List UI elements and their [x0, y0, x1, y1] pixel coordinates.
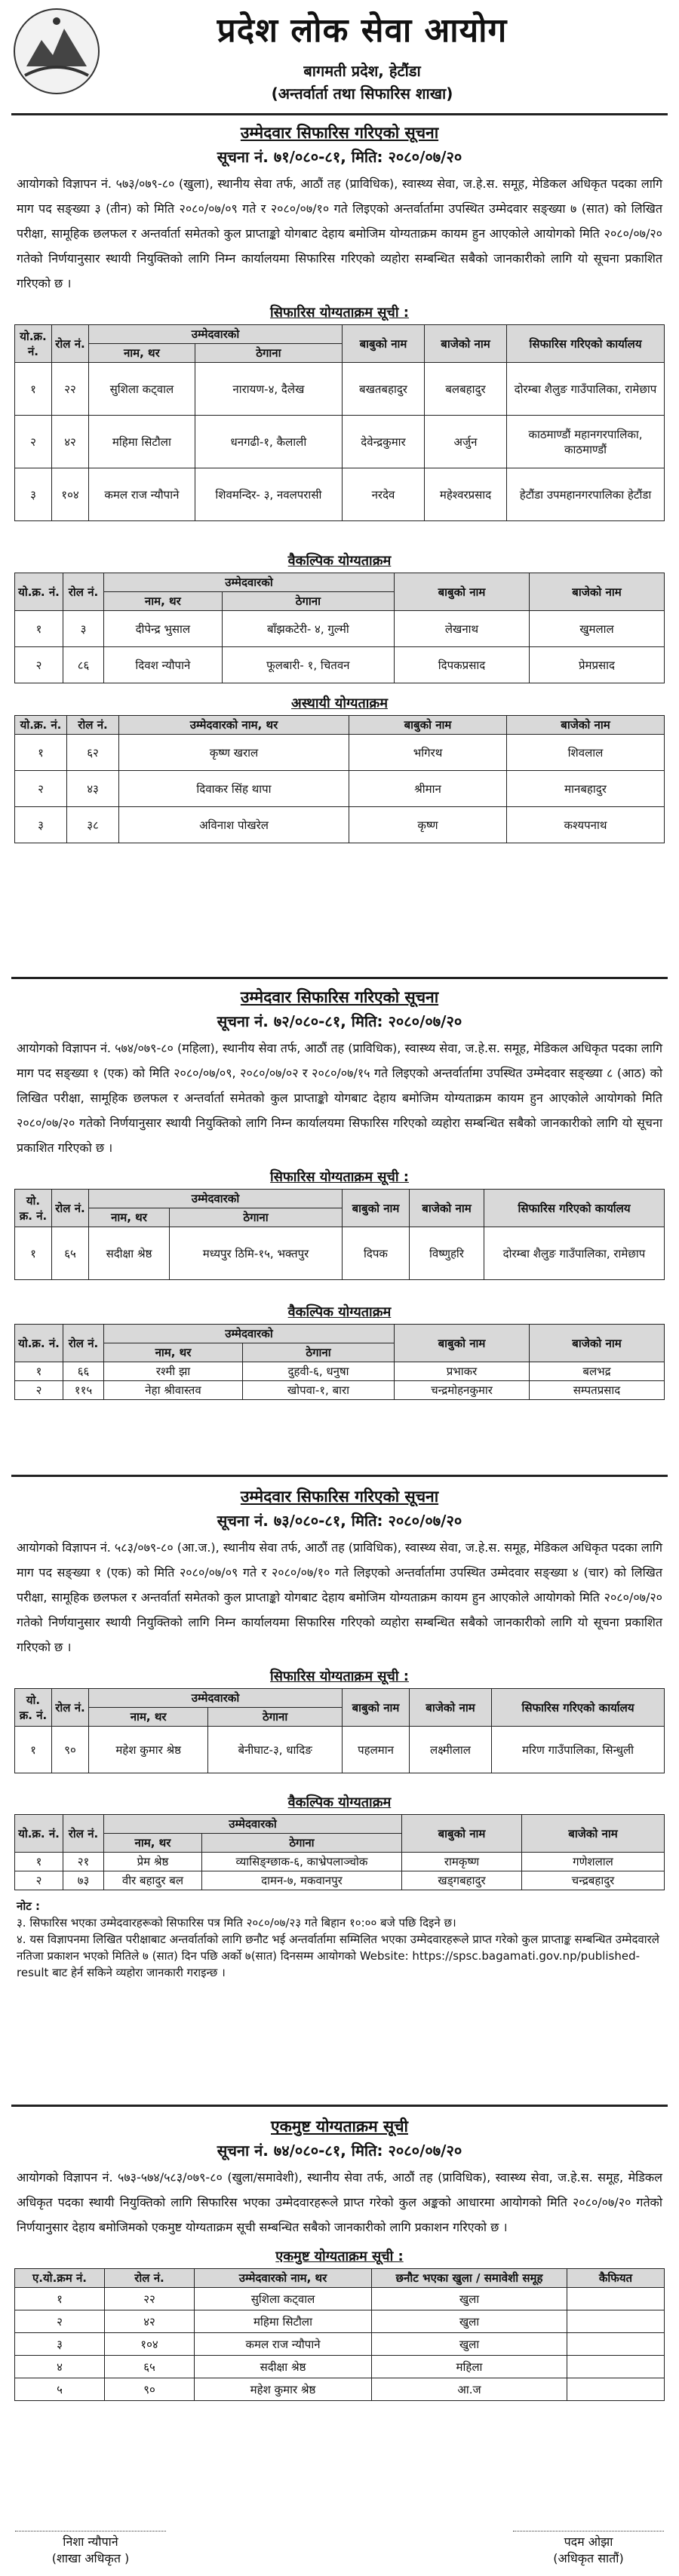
table-row: १ २२ सुशिला कट्वाल नारायण-४, दैलेख बखतबहादुर बलबहादुर दोरम्बा शैलुङ गाउँपालिका, रामेछाप [15, 363, 665, 416]
notice-1 [0, 122, 679, 843]
notice-2-body: आयोगको विज्ञापन नं. ५७४/०७९-८० (महिला), स्थानीय सेवा तर्फ, आठौं तह (प्राविधिक), स्वास्थ्य सेवा, ज.हे.स. समूह, मेडिकल अधिकृत पदका लागि माग पद सङ्ख्या १ (एक) को मिति २०८०/०७/०९, २०८०/०७/०२ र २०८०/०७/१५ गते लिइएको अन्तर्वार्तामा उपस्थित उम्मेदवार सङ्ख्या ८ (आठ) को लिखित परीक्षा, सामूहिक छलफल र अन्तर्वार्ता समेतको कुल प्राप्ताङ्को योगबाट देहाय बमोजिम योग्यताक्रम कायम हुन आएकोले आयोगको मिति २०८०/०७/२० गतेको निर्णयानुसार स्थायी नियुक्तिको लागि निम्न कार्यालयमा सिफारिस गरिएको व्यहोरा सम्बन्धित सबैको जानकारीको लागि यो सूचना प्रकाशित गरिएको छ । [17, 1041, 662, 1155]
signature-right-role: (अधिकृत सातौं) [553, 2551, 624, 2565]
notice-2-title: उम्मेदवार सिफारिस गरिएको सूचना [240, 988, 439, 1006]
table-row: ३ १०४ कमल राज न्यौपाने खुला [15, 2333, 665, 2356]
notice-3-body: आयोगको विज्ञापन नं. ५८३/०७९-८० (आ.ज.), स्थानीय सेवा तर्फ, आठौं तह (प्राविधिक), स्वास्थ्य सेवा, ज.हे.स. समूह, मेडिकल अधिकृत पदका लागि माग पद सङ्ख्या १ (एक) को मिति २०८०/०७/०९ गते र २०८०/०७/१० गते लिइएको अन्तर्वार्तामा उपस्थित उम्मेदवार सङ्ख्या ४ (चार) को लिखित परीक्षा, सामूहिक छलफल र अन्तर्वार्ता समेतको कुल प्राप्ताङ्को योगबाट देहाय बमोजिम योग्यताक्रम कायम हुन आएकोले आयोगको मिति २०८०/०७/२० गतेको निर्णयानुसार स्थायी नियुक्तिको लागि निम्न कार्यालयमा सिफारिस गरिएको व्यहोरा सम्बन्धित सबैको जानकारीको लागि यो सूचना प्रकाशित गरिएको छ । [17, 1540, 662, 1654]
notice-1-body: आयोगको विज्ञापन नं. ५७३/०७९-८० (खुला), स्थानीय सेवा तर्फ, आठौं तह (प्राविधिक), स्वास्थ्य सेवा, ज.हे.स. समूह, मेडिकल अधिकृत पदका लागि माग पद सङ्ख्या ३ (तीन) को मिति २०८०/०७/०९ गते र २०८०/०७/१० गते लिइएको अन्तर्वार्तामा उपस्थित उम्मेदवार सङ्ख्या ७ (सात) को लिखित परीक्षा, सामूहिक छलफल र अन्तर्वार्ता समेतको कुल प्राप्ताङ्को योगबाट देहाय बमोजिम योग्यताक्रम कायम हुन आएकोले आयोगको मिति २०८०/०७/२० गतेको निर्णयानुसार स्थायी नियुक्तिको लागि निम्न कार्यालयमा सिफारिस गरिएको व्यहोरा सम्बन्धित सबैको जानकारीको लागि यो सूचना प्रकाशित गरिएको छ । [17, 177, 662, 290]
notice-4 [0, 2116, 679, 2401]
notice-1-rec-table: यो.क्र. नं. रोल नं. उम्मेदवारको बाबुको नाम बाजेको नाम सिफारिस गरिएको कार्यालय नाम, थर ठेगाना १ २२ सुशिला कट्वाल नारायण-४, दैलेख बखतबहादुर बलबहादुर दोरम्बा शैलुङ गाउँपालिका, रामेछाप २ ४२ महिमा सिटौला धनगढी-१, कैलाली देवेन्द्रकुमार अर्जुन काठमाण्डौं महानगरपालिका, काठमाण्डौं ३ १०४ कमल राज न्यौपाने शिवमन्दिर- ३, नवलपरासी नरदेव महेश्वरप्रसाद हेटौंडा उपमहानगरपालिका हेटौंडा [14, 324, 665, 521]
notice-2-alt-table: यो.क्र. नं. रोल नं. उम्मेदवारको बाबुको नाम बाजेको नाम नाम, थर ठेगाना १ ६६ रश्मी झा दुहवी-६, धनुषा प्रभाकर बलभद्र २ ११५ नेहा श्रीवास्तव खोपवा-१, बारा चन्द्रमोहनकुमार सम्पतप्रसाद [14, 1324, 665, 1400]
divider [11, 2105, 668, 2107]
table-row: १ २१ प्रेम श्रेष्ठ व्यासिङ्ग्छाक-६, काभ्रेपलाञ्चोक रामकृष्ण गणेशलाल [15, 1853, 665, 1871]
notice-1-temp-table: यो.क्र. नं. रोल नं. उम्मेदवारको नाम, थर बाबुको नाम बाजेको नाम १ ६२ कृष्ण खराल भगिरथ शिवलाल २ ४३ दिवाकर सिंह थापा श्रीमान मानबहादुर ३ ३८ अविनाश पोखरेल कृष्ण कश्यपनाथ [14, 715, 665, 843]
signature-right [513, 2531, 664, 2566]
table-row: २ ४२ महिमा सिटौला धनगढी-१, कैलाली देवेन्द्रकुमार अर्जुन काठमाण्डौं महानगरपालिका, काठमाण्डौं [15, 416, 665, 468]
notice-3-title: उम्मेदवार सिफारिस गरिएको सूचना [240, 1488, 439, 1506]
signature-left-role: (शाखा अधिकृत ) [51, 2551, 130, 2565]
notice-1-alt-table: यो.क्र. नं. रोल नं. उम्मेदवारको बाबुको नाम बाजेको नाम नाम, थर ठेगाना १ ३ दीपेन्द्र भुसाल बाँझकटेरी- ४, गुल्मी लेखनाथ खुमलाल २ ८६ दिवश न्यौपाने फूलबारी- १, चितवन दिपकप्रसाद प्रेमप्रसाद [14, 573, 665, 683]
notice-3-number: सूचना नं. ७३/०८०-८१, मिति: २०८०/०७/२० [217, 1512, 462, 1530]
table-row: १ ९० महेश कुमार श्रेष्ठ बेनीघाट-३, धादिङ पहलमान लक्ष्मीलाल मरिण गाउँपालिका, सिन्धुली [15, 1727, 665, 1773]
table-row: ५ ९० महेश कुमार श्रेष्ठ आ.ज [15, 2378, 665, 2401]
table-row: २ ७३ वीर बहादुर बल दामन-७, मकवानपुर खड्गबहादुर चन्द्रबहादुर [15, 1871, 665, 1890]
table-row: १ ६२ कृष्ण खराल भगिरथ शिवलाल [15, 735, 665, 771]
divider [11, 113, 668, 115]
note-item: ३. सिफारिस भएका उम्मेदवारहरूको सिफारिस पत्र मिति २०८०/०७/२३ गते बिहान १०:०० बजे पछि दिइने छ। [17, 1916, 456, 1930]
notice-4-number: सूचना नं. ७४/०८०-८१, मिति: २०८०/०७/२० [217, 2142, 462, 2160]
notice-4-body: आयोगको विज्ञापन नं. ५७३-५७४/५८३/०७९-८० (खुला/समावेशी), स्थानीय सेवा तर्फ, आठौं तह (प्राविधिक), स्वास्थ्य सेवा, ज.हे.स. समूह, मेडिकल अधिकृत पदका स्थायी नियुक्तिको लागि सिफारिस भएका उम्मेदवारहरूले प्राप्त गरेको कुल अङ्कको आधारमा आयोगको मिति २०८०/०७/२० गतेको निर्णयानुसार देहाय बमोजिमको एकमुष्ट योग्यताक्रम सूची सम्बन्धित सबैको जानकारीको लागि प्रकाशन गरिएको छ । [17, 2170, 662, 2234]
org-title: प्रदेश लोक सेवा आयोग [217, 11, 508, 50]
table-row: ३ १०४ कमल राज न्यौपाने शिवमन्दिर- ३, नवलपरासी नरदेव महेश्वरप्रसाद हेटौंडा उपमहानगरपालिका हेटौंडा [15, 468, 665, 521]
table-row: २ ४३ दिवाकर सिंह थापा श्रीमान मानबहादुर [15, 771, 665, 807]
notice-1-alt-title: वैकल्पिक योग्यताक्रम [287, 553, 392, 569]
table-row: २ ४२ महिमा सिटौला खुला [15, 2310, 665, 2333]
org-branch: (अन्तर्वार्ता तथा सिफारिस शाखा) [271, 84, 453, 103]
table-row: १ ६६ रश्मी झा दुहवी-६, धनुषा प्रभाकर बलभद्र [15, 1362, 665, 1381]
org-province: बागमती प्रदेश, हेटौंडा [303, 62, 421, 80]
signature-left [15, 2531, 166, 2566]
table-row: ३ ३८ अविनाश पोखरेल कृष्ण कश्यपनाथ [15, 807, 665, 843]
notice-2-rec-table: यो. क्र. नं. रोल नं. उम्मेदवारको बाबुको नाम बाजेको नाम सिफारिस गरिएको कार्यालय नाम, थर ठेगाना १ ६५ सदीक्षा श्रेष्ठ मध्यपुर ठिमि-१५, भक्तपुर दिपक विष्णुहरि दोरम्बा शैलुङ गाउँपालिका, रामेछाप [14, 1189, 665, 1280]
note-item: ४. यस विज्ञापनमा लिखित परीक्षाबाट अन्तर्वार्ताको लागि छनौट भई अन्तर्वार्तामा सम्मिलित भएका उम्मेदवारहरूले प्राप्त गरेको कुल प्राप्ताङ्क सम्बन्धित उम्मेदवारले नतिजा प्रकाशन भएको मितिले ७ (सात) दिन पछि अर्को ७(सात) दिनसम्म आयोगको Website: https://spsc.bagamati.gov.np/published-result बाट हेर्न सकिने व्यहोरा जानकारी गराइन्छ । [17, 1933, 659, 1979]
notice-3-rec-table: यो. क्र. नं. रोल नं. उम्मेदवारको बाबुको नाम बाजेको नाम सिफारिस गरिएको कार्यालय नाम, थर ठेगाना १ ९० महेश कुमार श्रेष्ठ बेनीघाट-३, धादिङ पहलमान लक्ष्मीलाल मरिण गाउँपालिका, सिन्धुली [14, 1688, 665, 1773]
notice-1-number: सूचना नं. ७१/०८०-८१, मिति: २०८०/०७/२० [217, 148, 462, 166]
signature-right-name: पदम ओझा [513, 2531, 664, 2550]
notice-4-list-title: एकमुष्ट योग्यताक्रम सूची : [275, 2249, 404, 2264]
notice-1-title: उम्मेदवार सिफारिस गरिएको सूचना [240, 124, 439, 142]
notice-2-number: सूचना नं. ७२/०८०-८१, मिति: २०८०/०७/२० [217, 1012, 462, 1030]
notice-2-rec-title: सिफारिस योग्यताक्रम सूची : [270, 1169, 409, 1185]
divider [11, 1475, 668, 1477]
note-title: नोट : [17, 1899, 40, 1913]
notice-1-temp-title: अस्थायी योग्यताक्रम [290, 695, 389, 711]
table-row: २ ११५ नेहा श्रीवास्तव खोपवा-१, बारा चन्द्रमोहनकुमार सम्पतप्रसाद [15, 1381, 665, 1400]
table-row: ४ ६५ सदीक्षा श्रेष्ठ महिला [15, 2356, 665, 2378]
notice-3-alt-table: यो.क्र. नं. रोल नं. उम्मेदवारको बाबुको नाम बाजेको नाम नाम, थर ठेगाना १ २१ प्रेम श्रेष्ठ व्यासिङ्ग्छाक-६, काभ्रेपलाञ्चोक रामकृष्ण गणेशलाल २ ७३ वीर बहादुर बल दामन-७, मकवानपुर खड्गबहादुर चन्द्रबहादुर [14, 1814, 665, 1890]
notice-4-table: ए.यो.क्रम नं. रोल नं. उम्मेदवारको नाम, थर छनौट भएका खुला / समावेशी समूह कैफियत १ २२ सुशिला कट्वाल खुला २ ४२ महिमा सिटौला खुला ३ १०४ कमल राज न्यौपाने खुला ४ ६५ सदीक्षा श्रेष्ठ महिला ५ ९० महेश कुमार श्रेष्ठ आ.ज [14, 2268, 665, 2401]
notice-3 [0, 1486, 679, 1985]
signature-left-name: निशा न्यौपाने [15, 2531, 166, 2550]
notice-3-alt-title: वैकल्पिक योग्यताक्रम [287, 1795, 392, 1810]
table-row: १ ६५ सदीक्षा श्रेष्ठ मध्यपुर ठिमि-१५, भक्तपुर दिपक विष्णुहरि दोरम्बा शैलुङ गाउँपालिका, रामेछाप [15, 1227, 665, 1280]
table-row: १ २२ सुशिला कट्वाल खुला [15, 2288, 665, 2310]
notice-1-rec-title: सिफारिस योग्यताक्रम सूची : [270, 305, 409, 321]
header [0, 0, 679, 132]
table-row: २ ८६ दिवश न्यौपाने फूलबारी- १, चितवन दिपकप्रसाद प्रेमप्रसाद [15, 647, 665, 683]
notice-2-alt-title: वैकल्पिक योग्यताक्रम [287, 1304, 392, 1320]
notice-2 [0, 987, 679, 1400]
notice-4-title: एकमुष्ट योग्यताक्रम सूची [271, 2117, 408, 2135]
table-row: १ ३ दीपेन्द्र भुसाल बाँझकटेरी- ४, गुल्मी लेखनाथ खुमलाल [15, 611, 665, 647]
notice-3-rec-title: सिफारिस योग्यताक्रम सूची : [270, 1669, 409, 1684]
divider [11, 977, 668, 979]
